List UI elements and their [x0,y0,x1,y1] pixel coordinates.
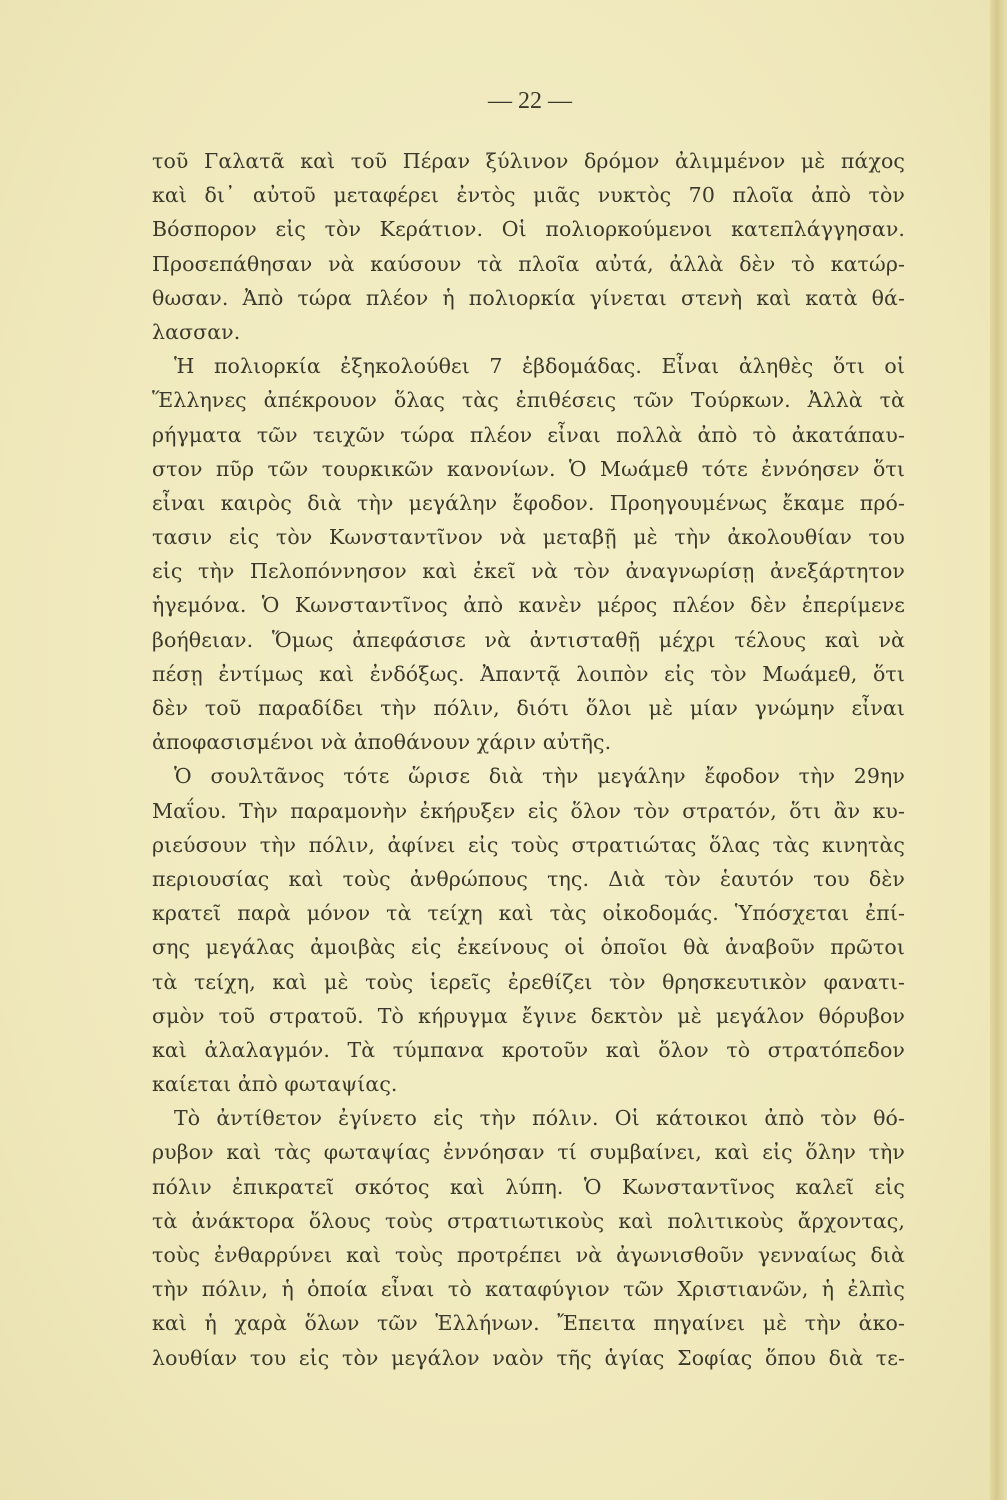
text-line: σης μεγάλας ἀμοιβὰς εἰς ἐκείνους οἱ ὁποῖοι θὰ ἀναβοῦν πρῶτοι [152,935,905,960]
text-line: καὶ ἡ χαρὰ ὅλων τῶν Ἑλλήνων. Ἔπειτα πηγαίνει μὲ τὴν ἀκο- [152,1311,905,1336]
text-line: ρήγματα τῶν τειχῶν τώρα πλέον εἶναι πολλὰ ἀπὸ τὸ ἀκατάπαυ- [152,422,905,447]
text-line: Ἡ πολιορκία ἐξηκολούθει 7 ἑβδομάδας. Εἶναι ἀληθὲς ὅτι οἱ [174,354,905,379]
text-line: τασιν εἰς τὸν Κωνσταντῖνον νὰ μεταβῇ μὲ τὴν ἀκολουθίαν του [152,525,905,550]
text-line: θωσαν. Ἀπὸ τώρα πλέον ἡ πολιορκία γίνεται στενὴ καὶ κατὰ θά- [152,285,905,310]
text-line: Τὸ ἀντίθετον ἐγίνετο εἰς τὴν πόλιν. Οἱ κάτοικοι ἀπὸ τὸν θό- [174,1106,905,1131]
text-line: εἰς τὴν Πελοπόννησον καὶ ἐκεῖ νὰ τὸν ἀναγνωρίσῃ ἀνεξάρτητον [152,559,905,584]
text-line: πόλιν ἐπικρατεῖ σκότος καὶ λύπη. Ὁ Κωνσταντῖνος καλεῖ εἰς [152,1174,905,1199]
page-number: — 22 — [488,88,572,114]
text-line: κρατεῖ παρὰ μόνον τὰ τείχη καὶ τὰς οἰκοδομάς. Ὑπόσχεται ἐπί- [152,901,905,926]
text-line: Βόσπορον εἰς τὸν Κεράτιον. Οἱ πολιορκούμενοι κατεπλάγγησαν. [152,217,905,242]
text-line: πέσῃ ἐντίμως καὶ ἐνδόξως. Ἀπαντᾷ λοιπὸν εἰς τὸν Μωάμεθ, ὅτι [152,661,905,686]
text-line: εἶναι καιρὸς διὰ τὴν μεγάλην ἔφοδον. Προηγουμένως ἔκαμε πρό- [152,490,905,515]
text-line: τὰ ἀνάκτορα ὅλους τοὺς στρατιωτικοὺς καὶ πολιτικοὺς ἄρχοντας, [152,1208,905,1233]
text-line: ἀποφασισμένοι νὰ ἀποθάνουν χάριν αὐτῆς. [152,730,612,755]
text-line: σμὸν τοῦ στρατοῦ. Τὸ κήρυγμα ἔγινε δεκτὸν μὲ μεγάλον θόρυβον [152,1003,905,1028]
text-line: βοήθειαν. Ὅμως ἀπεφάσισε νὰ ἀντισταθῇ μέχρι τέλους καὶ νὰ [152,627,905,652]
text-line: τοῦ Γαλατᾶ καὶ τοῦ Πέραν ξύλινον δρόμον ἀλιμμένον μὲ πάχος [152,149,905,173]
text-line: Ἕλληνες ἀπέκρουον ὅλας τὰς ἐπιθέσεις τῶν Τούρκων. Ἀλλὰ τὰ [152,388,905,413]
page-edge [990,0,1007,1500]
text-line: ἡγεμόνα. Ὁ Κωνσταντῖνος ἀπὸ κανὲν μέρος πλέον δὲν ἐπερίμενε [152,593,905,618]
text-line: λουθίαν του εἰς τὸν μεγάλον ναὸν τῆς ἁγίας Σοφίας ὅπου διὰ τε- [152,1345,905,1370]
text-line: δὲν τοῦ παραδίδει τὴν πόλιν, διότι ὅλοι μὲ μίαν γνώμην εἶναι [152,696,905,720]
text-line: ρυβον καὶ τὰς φωταψίας ἐννόησαν τί συμβαίνει, καὶ εἰς ὅλην τὴν [152,1140,905,1165]
text-line: τοὺς ἐνθαρρύνει καὶ τοὺς προτρέπει νὰ ἀγωνισθοῦν γενναίως διὰ [152,1243,905,1267]
text-line: Προσεπάθησαν νὰ καύσουν τὰ πλοῖα αὐτά, ἀλλὰ δὲν τὸ κατώρ- [152,251,905,276]
text-line: καίεται ἀπὸ φωταψίας. [152,1072,398,1097]
text-line: ριεύσουν τὴν πόλιν, ἀφίνει εἰς τοὺς στρατιώτας ὅλας τὰς κινητὰς [152,832,905,857]
text-line: περιουσίας καὶ τοὺς ἀνθρώπους της. Διὰ τὸν ἑαυτόν του δὲν [152,866,905,891]
text-line: τὰ τείχη, καὶ μὲ τοὺς ἱερεῖς ἐρεθίζει τὸν θρησκευτικὸν φανατι- [152,969,905,994]
text-line: καὶ δι᾽ αὐτοῦ μεταφέρει ἐντὸς μιᾶς νυκτὸς 70 πλοῖα ἀπὸ τὸν [152,183,905,208]
text-line: λασσαν. [152,319,241,344]
text-line: τὴν πόλιν, ἡ ὁποία εἶναι τὸ καταφύγιον τῶν Χριστιανῶν, ἡ ἐλπὶς [152,1277,905,1302]
body-text [152,144,905,1375]
text-line: στον πῦρ τῶν τουρκικῶν κανονίων. Ὁ Μωάμεθ τότε ἐννόησεν ὅτι [152,456,905,481]
text-line: Ὁ σουλτᾶνος τότε ὥρισε διὰ τὴν μεγάλην ἔφοδον τὴν 29ην [174,764,905,789]
text-line: καὶ ἀλαλαγμόν. Τὰ τύμπανα κροτοῦν καὶ ὅλον τὸ στρατόπεδον [152,1037,905,1062]
text-line: Μαΐου. Τὴν παραμονὴν ἐκήρυξεν εἰς ὅλον τὸν στρατόν, ὅτι ἂν κυ- [152,798,905,823]
